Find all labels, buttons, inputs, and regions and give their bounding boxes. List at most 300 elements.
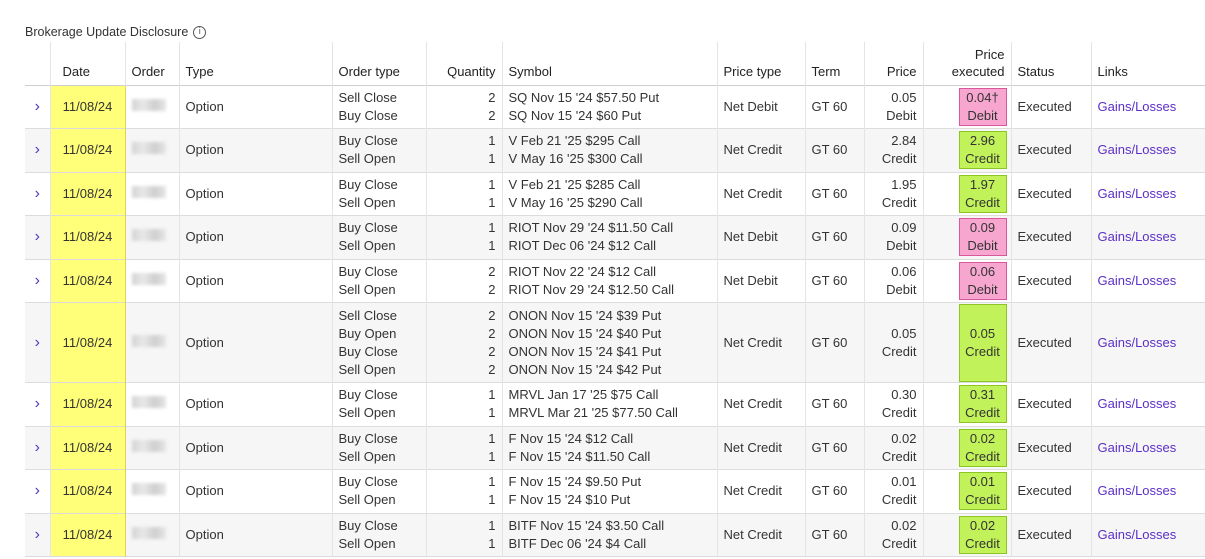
order-type-line: Sell Open — [338, 448, 396, 464]
date-value: 11/08/24 — [62, 334, 113, 350]
price-value: 0.05 — [891, 325, 917, 341]
price-value: 0.06 — [891, 263, 917, 279]
order-type-line: Buy Close — [338, 517, 398, 533]
chevron-right-icon: › — [34, 184, 40, 202]
chevron-right-icon: › — [34, 333, 40, 351]
price-executed-cell — [923, 470, 1011, 514]
header-price-executed[interactable] — [923, 42, 1011, 85]
date-cell — [50, 513, 125, 557]
price-executed-highlight — [959, 131, 1007, 169]
term-cell: GT 60 — [805, 513, 864, 557]
date-value: 11/08/24 — [62, 229, 113, 245]
order-type-line: Sell Open — [338, 281, 396, 297]
price-executed-value: 0.31 — [969, 387, 996, 403]
expand-row-button[interactable] — [25, 129, 50, 173]
symbol-line: V Feb 21 '25 $295 Call — [508, 133, 641, 149]
price-cell — [864, 85, 923, 129]
order-type-cell — [332, 259, 426, 303]
price-executed-highlight — [959, 304, 1007, 382]
type-cell: Option — [179, 383, 332, 427]
symbol-line: V May 16 '25 $290 Call — [508, 194, 643, 210]
gains-losses-link[interactable]: Gains/Losses — [1097, 185, 1177, 201]
term-cell: GT 60 — [805, 426, 864, 470]
price-executed-wrap — [924, 429, 1007, 467]
expand-header — [25, 42, 50, 85]
price-cell — [864, 216, 923, 260]
table-row[interactable] — [25, 303, 1205, 383]
order-type-cell — [332, 129, 426, 173]
symbol-cell — [502, 85, 717, 129]
price-executed-side: Credit — [965, 448, 1000, 464]
order-type-line: Sell Open — [338, 535, 396, 551]
links-cell — [1091, 426, 1205, 470]
price-value: 0.09 — [891, 220, 917, 236]
order-type-cell — [332, 216, 426, 260]
price-side: Debit — [886, 281, 917, 297]
price-executed-value: 0.06 — [969, 263, 996, 279]
order-type-line: Buy Close — [338, 387, 398, 403]
price-executed-wrap — [924, 262, 1007, 300]
chevron-right-icon: › — [34, 97, 40, 115]
type-cell: Option — [179, 513, 332, 557]
order-type-line: Sell Close — [338, 89, 398, 105]
order-number-redacted — [132, 229, 166, 241]
order-type-line: Buy Close — [338, 474, 398, 490]
price-executed-value: 0.04† — [966, 89, 999, 105]
price-executed-highlight — [959, 88, 1007, 126]
header-price[interactable]: Price — [864, 42, 923, 85]
price-value: 0.02 — [891, 517, 917, 533]
type-cell: Option — [179, 259, 332, 303]
symbol-line: BITF Dec 06 '24 $4 Call — [508, 535, 647, 551]
price-executed-cell — [923, 129, 1011, 173]
order-type-line: Buy Open — [338, 325, 397, 341]
price-executed-value: 0.09 — [969, 220, 996, 236]
order-type-cell — [332, 513, 426, 557]
quantity-line: 2 — [488, 107, 496, 123]
order-number-redacted — [132, 335, 166, 347]
symbol-line: ONON Nov 15 '24 $42 Put — [508, 361, 662, 377]
price-executed-highlight — [959, 262, 1007, 300]
price-type-cell: Net Credit — [717, 470, 805, 514]
expand-row-button[interactable] — [25, 303, 50, 383]
date-cell — [50, 216, 125, 260]
expand-row-button[interactable] — [25, 172, 50, 216]
status-cell: Executed — [1011, 259, 1091, 303]
gains-losses-link[interactable]: Gains/Losses — [1097, 229, 1177, 245]
links-cell — [1091, 303, 1205, 383]
price-executed-wrap — [924, 304, 1007, 382]
date-value: 11/08/24 — [62, 439, 113, 455]
order-cell — [125, 303, 179, 383]
symbol-cell — [502, 129, 717, 173]
expand-row-button[interactable] — [25, 216, 50, 260]
quantity-line: 2 — [488, 361, 496, 377]
date-cell — [50, 303, 125, 383]
order-cell — [125, 426, 179, 470]
quantity-line: 1 — [488, 220, 496, 236]
date-cell — [50, 85, 125, 129]
quantity-line: 1 — [488, 387, 496, 403]
quantity-line: 1 — [488, 474, 496, 490]
quantity-line: 2 — [488, 89, 496, 105]
order-cell — [125, 470, 179, 514]
price-executed-cell — [923, 259, 1011, 303]
expand-row-button[interactable] — [25, 513, 50, 557]
symbol-cell — [502, 303, 717, 383]
header-status[interactable]: Status — [1011, 42, 1091, 85]
quantity-cell — [426, 259, 502, 303]
order-type-line: Buy Close — [338, 107, 398, 123]
price-executed-cell — [923, 383, 1011, 427]
price-type-cell: Net Debit — [717, 259, 805, 303]
price-value: 0.30 — [891, 387, 917, 403]
status-cell: Executed — [1011, 172, 1091, 216]
quantity-line: 1 — [488, 517, 496, 533]
symbol-line: MRVL Mar 21 '25 $77.50 Call — [508, 405, 678, 421]
order-type-line: Sell Open — [338, 405, 396, 421]
table-row[interactable] — [25, 470, 1205, 514]
date-value: 11/08/24 — [62, 396, 113, 412]
symbol-cell — [502, 513, 717, 557]
table-row[interactable] — [25, 513, 1205, 557]
gains-losses-link[interactable]: Gains/Losses — [1097, 526, 1177, 542]
price-side: Credit — [881, 194, 917, 210]
order-number-redacted — [132, 483, 166, 495]
type-cell: Option — [179, 426, 332, 470]
links-cell — [1091, 85, 1205, 129]
disclosure-header — [25, 25, 206, 39]
gains-losses-link[interactable]: Gains/Losses — [1097, 439, 1177, 455]
header-term[interactable]: Term — [805, 42, 864, 85]
order-number-redacted — [132, 99, 166, 111]
price-value: 0.01 — [891, 474, 917, 490]
order-type-line: Sell Open — [338, 238, 396, 254]
links-cell — [1091, 513, 1205, 557]
status-cell: Executed — [1011, 513, 1091, 557]
quantity-cell — [426, 470, 502, 514]
price-cell — [864, 129, 923, 173]
header-date[interactable]: Date — [50, 42, 125, 85]
price-side: Credit — [881, 492, 917, 508]
order-cell — [125, 172, 179, 216]
table-row[interactable] — [25, 172, 1205, 216]
status-cell: Executed — [1011, 426, 1091, 470]
price-executed-side: Debit — [967, 238, 998, 254]
quantity-cell — [426, 383, 502, 427]
table-row[interactable] — [25, 259, 1205, 303]
links-cell — [1091, 216, 1205, 260]
header-price-executed-line2: executed — [951, 63, 1005, 79]
price-executed-side: Credit — [965, 151, 1000, 167]
price-side: Debit — [886, 107, 917, 123]
quantity-cell — [426, 85, 502, 129]
order-number-redacted — [132, 396, 166, 408]
term-cell: GT 60 — [805, 259, 864, 303]
chevron-right-icon: › — [34, 438, 40, 456]
quantity-line: 2 — [488, 343, 496, 359]
status-cell: Executed — [1011, 129, 1091, 173]
price-executed-value: 0.01 — [969, 474, 996, 490]
expand-row-button[interactable] — [25, 470, 50, 514]
status-cell: Executed — [1011, 85, 1091, 129]
price-executed-highlight — [959, 472, 1007, 510]
type-cell: Option — [179, 172, 332, 216]
info-icon[interactable]: i — [193, 26, 206, 39]
header-quantity[interactable]: Quantity — [426, 42, 502, 85]
order-cell — [125, 259, 179, 303]
table-row[interactable] — [25, 85, 1205, 129]
date-cell — [50, 129, 125, 173]
chevron-right-icon: › — [34, 525, 40, 543]
order-type-line: Buy Close — [338, 343, 398, 359]
price-type-cell: Net Credit — [717, 172, 805, 216]
date-cell — [50, 470, 125, 514]
gains-losses-link[interactable]: Gains/Losses — [1097, 483, 1177, 499]
price-executed-side: Credit — [965, 492, 1000, 508]
price-executed-side: Debit — [967, 107, 998, 123]
price-executed-value: 0.02 — [969, 430, 996, 446]
price-executed-wrap — [924, 131, 1007, 169]
price-cell — [864, 470, 923, 514]
symbol-line: V May 16 '25 $300 Call — [508, 151, 643, 167]
symbol-line: F Nov 15 '24 $10 Put — [508, 492, 631, 508]
symbol-cell — [502, 216, 717, 260]
price-executed-cell — [923, 513, 1011, 557]
order-cell — [125, 129, 179, 173]
order-type-line: Buy Close — [338, 176, 398, 192]
order-type-line: Buy Close — [338, 220, 398, 236]
date-value: 11/08/24 — [62, 142, 113, 158]
price-executed-side: Credit — [965, 535, 1000, 551]
quantity-line: 1 — [488, 430, 496, 446]
date-cell — [50, 259, 125, 303]
links-cell — [1091, 383, 1205, 427]
price-executed-side: Credit — [965, 194, 1000, 210]
price-value: 0.05 — [891, 89, 917, 105]
table-row[interactable] — [25, 216, 1205, 260]
order-cell — [125, 85, 179, 129]
price-executed-wrap — [924, 218, 1007, 256]
chevron-right-icon: › — [34, 395, 40, 413]
header-order[interactable]: Order — [125, 42, 179, 85]
price-type-cell: Net Credit — [717, 129, 805, 173]
price-executed-highlight — [959, 218, 1007, 256]
price-executed-highlight — [959, 175, 1007, 213]
order-type-line: Sell Open — [338, 361, 396, 377]
price-value: 1.95 — [891, 176, 917, 192]
order-type-cell — [332, 172, 426, 216]
order-type-cell — [332, 426, 426, 470]
quantity-line: 1 — [488, 133, 496, 149]
order-type-line: Sell Open — [338, 194, 396, 210]
price-executed-cell — [923, 303, 1011, 383]
status-cell: Executed — [1011, 303, 1091, 383]
order-cell — [125, 383, 179, 427]
symbol-line: RIOT Dec 06 '24 $12 Call — [508, 238, 656, 254]
price-executed-wrap — [924, 385, 1007, 423]
status-cell: Executed — [1011, 470, 1091, 514]
type-cell: Option — [179, 85, 332, 129]
symbol-line: F Nov 15 '24 $11.50 Call — [508, 448, 651, 464]
order-type-line: Buy Close — [338, 430, 398, 446]
price-executed-wrap — [924, 516, 1007, 554]
status-cell: Executed — [1011, 383, 1091, 427]
quantity-cell — [426, 303, 502, 383]
quantity-line: 1 — [488, 405, 496, 421]
price-type-cell: Net Credit — [717, 383, 805, 427]
price-cell — [864, 383, 923, 427]
quantity-line: 2 — [488, 307, 496, 323]
order-type-cell — [332, 303, 426, 383]
type-cell: Option — [179, 129, 332, 173]
gains-losses-link[interactable]: Gains/Losses — [1097, 272, 1177, 288]
symbol-cell — [502, 383, 717, 427]
term-cell: GT 60 — [805, 216, 864, 260]
term-cell: GT 60 — [805, 470, 864, 514]
page-title: Brokerage Update Disclosure — [25, 25, 189, 39]
price-side: Credit — [881, 405, 917, 421]
price-executed-side: Credit — [965, 405, 1000, 421]
term-cell: GT 60 — [805, 303, 864, 383]
quantity-line: 2 — [488, 263, 496, 279]
order-type-line: Buy Close — [338, 133, 398, 149]
header-links: Links — [1097, 63, 1128, 79]
price-type-cell: Net Credit — [717, 303, 805, 383]
symbol-cell — [502, 259, 717, 303]
order-number-redacted — [132, 142, 166, 154]
price-cell — [864, 303, 923, 383]
quantity-line: 1 — [488, 151, 496, 167]
symbol-line: F Nov 15 '24 $9.50 Put — [508, 474, 642, 490]
table-row[interactable] — [25, 426, 1205, 470]
gains-losses-link[interactable]: Gains/Losses — [1097, 142, 1177, 158]
symbol-line: ONON Nov 15 '24 $39 Put — [508, 307, 662, 323]
order-type-line: Buy Close — [338, 263, 398, 279]
price-side: Credit — [881, 535, 917, 551]
table-row[interactable] — [25, 129, 1205, 173]
date-cell — [50, 383, 125, 427]
gains-losses-link[interactable]: Gains/Losses — [1097, 334, 1177, 350]
links-cell — [1091, 259, 1205, 303]
quantity-line: 1 — [488, 492, 496, 508]
price-executed-cell — [923, 426, 1011, 470]
symbol-line: SQ Nov 15 '24 $57.50 Put — [508, 89, 660, 105]
price-value: 2.84 — [891, 133, 917, 149]
order-number-redacted — [132, 273, 166, 285]
chevron-right-icon: › — [34, 482, 40, 500]
price-cell — [864, 172, 923, 216]
expand-row-button[interactable] — [25, 85, 50, 129]
term-cell: GT 60 — [805, 129, 864, 173]
header-type[interactable]: Type — [179, 42, 332, 85]
gains-losses-link[interactable]: Gains/Losses — [1097, 396, 1177, 412]
price-executed-cell — [923, 216, 1011, 260]
price-cell — [864, 426, 923, 470]
symbol-line: ONON Nov 15 '24 $41 Put — [508, 343, 662, 359]
order-type-line: Sell Open — [338, 151, 396, 167]
quantity-line: 1 — [488, 194, 496, 210]
price-executed-value: 0.05 — [969, 325, 996, 341]
term-cell: GT 60 — [805, 172, 864, 216]
quantity-cell — [426, 513, 502, 557]
header-price-executed-line1: Price — [974, 46, 1005, 62]
price-type-cell: Net Credit — [717, 426, 805, 470]
symbol-line: V Feb 21 '25 $285 Call — [508, 176, 641, 192]
gains-losses-link[interactable]: Gains/Losses — [1097, 98, 1177, 114]
orders-table — [25, 42, 1205, 557]
expand-row-button[interactable] — [25, 383, 50, 427]
chevron-right-icon: › — [34, 271, 40, 289]
date-cell — [50, 172, 125, 216]
date-value: 11/08/24 — [62, 526, 113, 542]
price-type-cell: Net Debit — [717, 85, 805, 129]
order-number-redacted — [132, 527, 166, 539]
expand-row-button[interactable] — [25, 259, 50, 303]
price-executed-cell — [923, 85, 1011, 129]
price-value: 0.02 — [891, 430, 917, 446]
term-cell: GT 60 — [805, 85, 864, 129]
type-cell: Option — [179, 470, 332, 514]
quantity-cell — [426, 129, 502, 173]
date-value: 11/08/24 — [62, 98, 113, 114]
order-number-redacted — [132, 440, 166, 452]
order-type-cell — [332, 85, 426, 129]
price-executed-side: Debit — [967, 281, 998, 297]
symbol-cell — [502, 172, 717, 216]
price-side: Credit — [881, 448, 917, 464]
header-price-type[interactable]: Price type — [717, 42, 805, 85]
quantity-line: 2 — [488, 325, 496, 341]
header-order-type[interactable]: Order type — [332, 42, 426, 85]
symbol-line: RIOT Nov 29 '24 $12.50 Call — [508, 281, 675, 297]
quantity-cell — [426, 216, 502, 260]
quantity-line: 1 — [488, 535, 496, 551]
order-number-redacted — [132, 186, 166, 198]
order-cell — [125, 513, 179, 557]
price-side: Credit — [881, 343, 917, 359]
order-type-line: Sell Open — [338, 492, 396, 508]
order-type-cell — [332, 383, 426, 427]
table-row[interactable] — [25, 383, 1205, 427]
expand-row-button[interactable] — [25, 426, 50, 470]
price-cell — [864, 513, 923, 557]
symbol-line: BITF Nov 15 '24 $3.50 Call — [508, 517, 665, 533]
quantity-cell — [426, 172, 502, 216]
date-value: 11/08/24 — [62, 185, 113, 201]
price-executed-cell — [923, 172, 1011, 216]
chevron-right-icon: › — [34, 228, 40, 246]
links-cell — [1091, 129, 1205, 173]
quantity-line: 2 — [488, 281, 496, 297]
status-cell: Executed — [1011, 216, 1091, 260]
price-side: Debit — [886, 238, 917, 254]
table-header-row — [25, 42, 1205, 85]
term-cell: GT 60 — [805, 383, 864, 427]
type-cell: Option — [179, 216, 332, 260]
price-executed-side: Credit — [965, 343, 1000, 359]
type-cell: Option — [179, 303, 332, 383]
symbol-line: SQ Nov 15 '24 $60 Put — [508, 107, 642, 123]
order-type-line: Sell Close — [338, 307, 398, 323]
price-executed-wrap — [924, 472, 1007, 510]
quantity-line: 1 — [488, 448, 496, 464]
date-cell — [50, 426, 125, 470]
quantity-line: 1 — [488, 176, 496, 192]
order-type-cell — [332, 470, 426, 514]
symbol-line: ONON Nov 15 '24 $40 Put — [508, 325, 662, 341]
header-symbol[interactable]: Symbol — [502, 42, 717, 85]
